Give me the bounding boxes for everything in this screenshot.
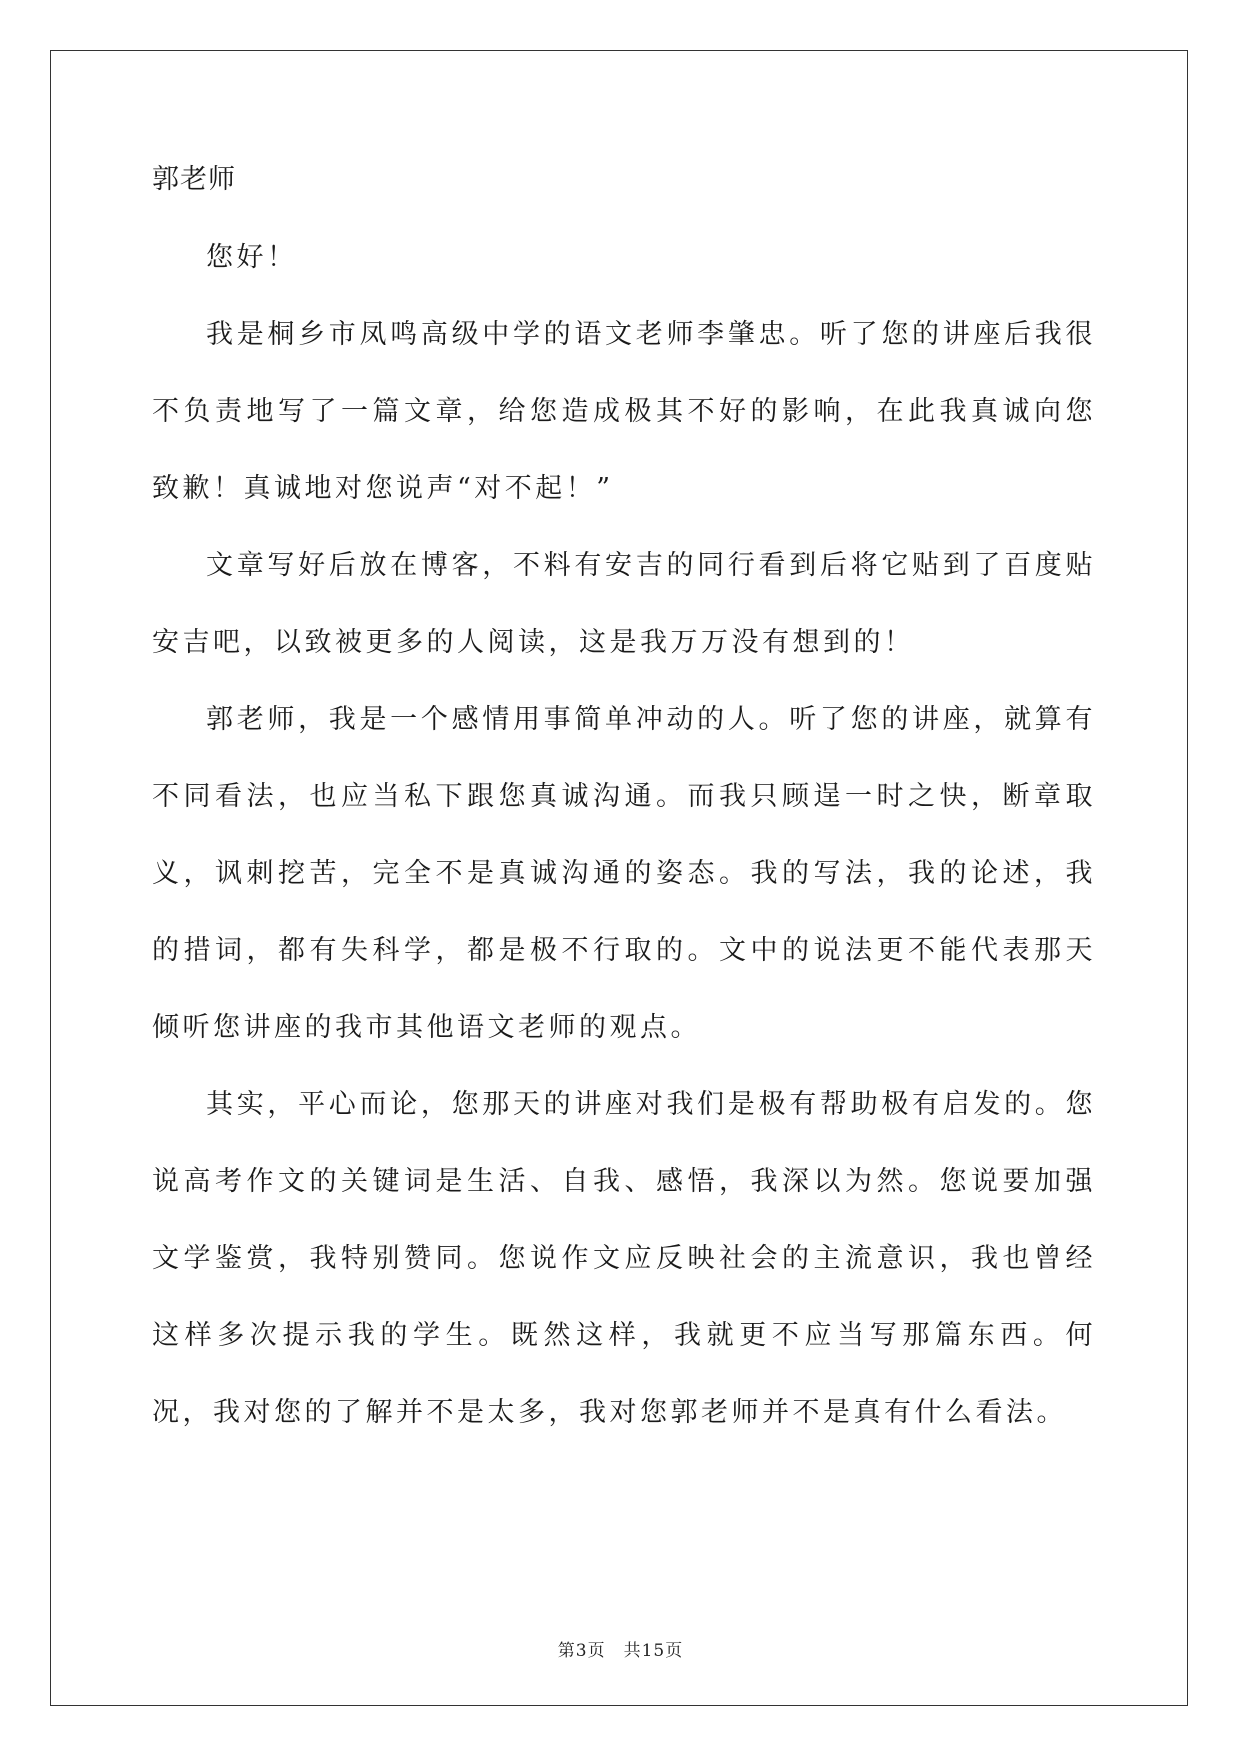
- page-footer: [0, 1639, 1241, 1663]
- paragraph-appreciation: 其实，平心而论，您那天的讲座对我们是极有帮助极有启发的。您说高考作文的关键词是生活、自我、感悟，我深以为然。您说要加强文学鉴赏，我特别赞同。您说作文应反映社会的主流意识，我也曾经这样多次提示我的学生。既然这样，我就更不应当写那篇东西。何况，我对您的了解并不是太多，我对您郭老师并不是真有什么看法。: [152, 1089, 1096, 1428]
- paragraph-blog: 文章写好后放在博客，不料有安吉的同行看到后将它贴到了百度贴安吉吧，以致被更多的人阅读，这是我万万没有想到的！: [152, 550, 1096, 658]
- letter-body: [152, 160, 1096, 1451]
- paragraph-reflection: 郭老师，我是一个感情用事简单冲动的人。听了您的讲座，就算有不同看法，也应当私下跟您真诚沟通。而我只顾逞一时之快，断章取义，讽刺挖苦，完全不是真诚沟通的姿态。我的写法，我的论述，我的措词，都有失科学，都是极不行取的。文中的说法更不能代表那天倾听您讲座的我市其他语文老师的观点。: [152, 704, 1096, 1043]
- page-total: 共15页: [623, 1641, 684, 1661]
- paragraph-apology: 我是桐乡市凤鸣高级中学的语文老师李肇忠。听了您的讲座后我很不负责地写了一篇文章，给您造成极其不好的影响，在此我真诚向您致歉！真诚地对您说声“对不起！”: [152, 319, 1096, 504]
- page-number: 第3页: [557, 1641, 606, 1661]
- paragraph-greeting: 您好！: [206, 242, 298, 273]
- letter-salutation: 郭老师: [152, 164, 236, 195]
